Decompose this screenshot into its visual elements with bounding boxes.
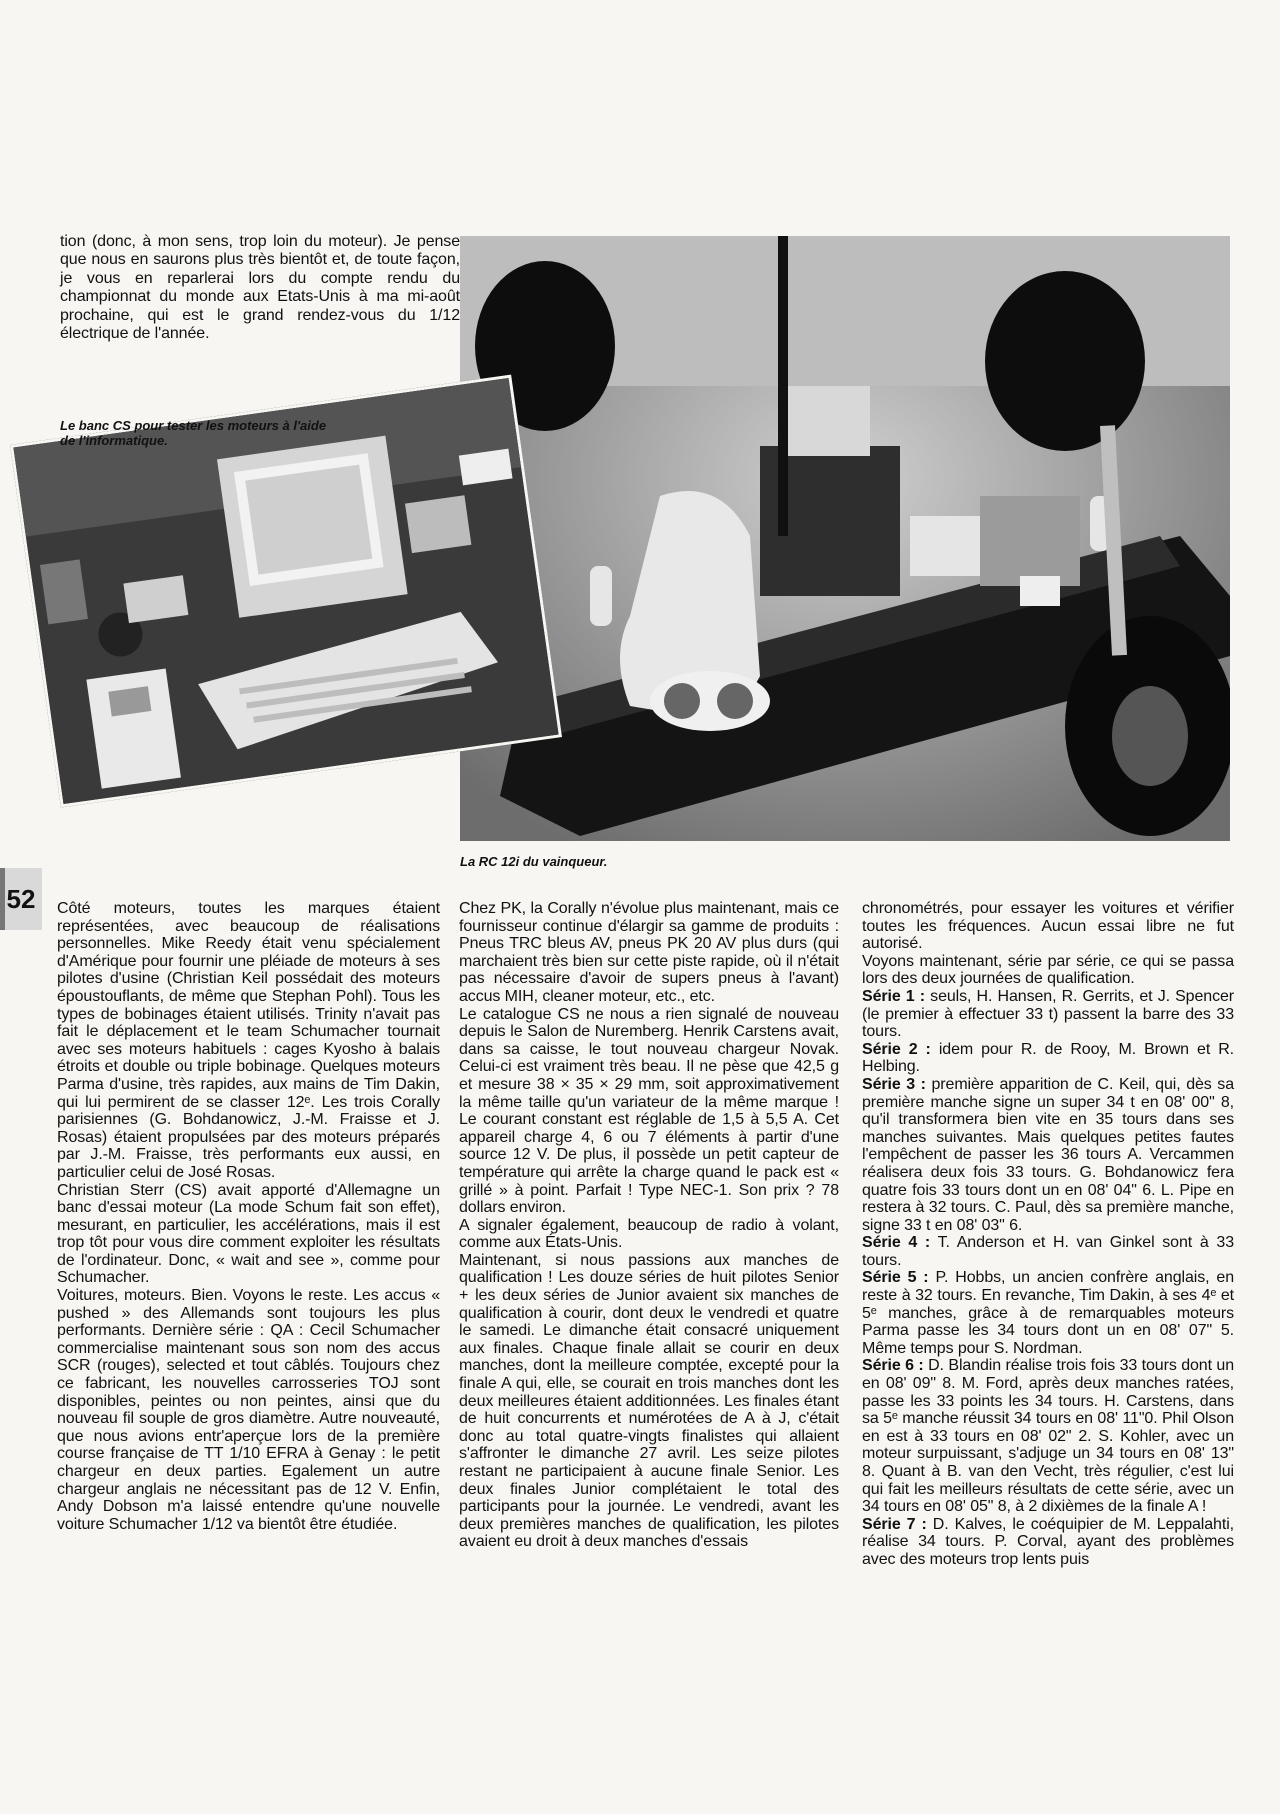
- series-label: Série 1 :: [862, 987, 926, 1005]
- intro-text: tion (donc, à mon sens, trop loin du moteur). Je pense que nous en saurons plus très bientôt et, de toute façon, je vous en reparlerai lors du compte rendu du championnat du monde aux Etats-Unis à ma mi-août prochaine, qui est le grand rendez-vous du 1/12 électrique de l'année.: [60, 233, 460, 343]
- caption-car: La RC 12i du vainqueur.: [460, 854, 608, 869]
- series-text: seuls, H. Hansen, R. Gerrits, et J. Spencer (le premier à effectuer 33 t) passent la barre des 33 tours.: [862, 987, 1234, 1041]
- series-text: idem pour R. de Rooy, M. Brown et R. Helbing.: [862, 1040, 1235, 1076]
- series-text: D. Blandin réalise trois fois 33 tours dont un en 08' 09" 8. M. Ford, après deux manches ratées, passe les 33 points les 34 tours. H. Carstens, dans sa 5ᵉ manche réussit 34 tours en 08' 11"0. Phil Olson en est à 33 tours en 08' 02" 2. S. Kohler, avec un moteur surpuissant, s'adjuge un 34 tours en 08' 13" 8. Quant à B. van den Vecht, très régulier, c'est lui qui fait les meilleurs résultats de cette série, avec un 34 tours en 08' 05" 8, à 2 dixièmes de la finale A !: [862, 1357, 1235, 1516]
- column-3-paragraph: [862, 1516, 1234, 1569]
- series-text: T. Anderson et H. van Ginkel sont à 33 tours.: [862, 1234, 1235, 1269]
- series-text: chronométrés, pour essayer les voitures et vérifier toutes les fréquences. Aucun essai libre ne fut autorisé. Voyons maintenant, série par série, ce qui se passa lors des deux journées de qualification.: [862, 900, 1234, 988]
- column-3-paragraph: [862, 1269, 1234, 1357]
- article-column-3: [862, 900, 1234, 1569]
- column-3-paragraph: [862, 1041, 1234, 1076]
- column-3-paragraph: [862, 1234, 1234, 1269]
- series-text: première apparition de C. Keil, qui, dès sa première manche signe un super 34 t en 08' 00" 8, qu'il transformera bien vite en 35 tours dans ses manches suivantes. Mais quelques petites fautes l'empêchent de passer les 36 tours A. Vercammen réalisera deux fois 33 tours. G. Bohdanowicz fera quatre fois 33 tours dont un en 08' 04" 6. L. Pipe en restera à 32 tours. C. Paul, dès sa première manche, signe 33 t en 08' 03" 6.: [862, 1075, 1234, 1234]
- series-text: P. Hobbs, un ancien confrère anglais, en reste à 32 tours. En revanche, Tim Dakin, à ses 4ᵉ et 5ᵉ manches, grâce à de remarquables moteurs Parma passe les 34 tours dont un en 08' 07" 5. Même temps pour S. Nordman.: [862, 1269, 1235, 1357]
- series-label: Série 4 :: [862, 1234, 931, 1252]
- column-3-paragraph: [862, 988, 1234, 1041]
- series-label: Série 3 :: [862, 1075, 926, 1093]
- article-column-1: Côté moteurs, toutes les marques étaient représentées, avec beaucoup de réalisations personnelles. Mike Reedy était venu spécialement d'Amérique pour fournir une pléiade de moteurs à ses pilotes d'usine (Christian Keil possédait des moteurs époustouflants, de même que Stephan Pohl). Tous les types de bobinages étaient utilisés. Trinity n'avait pas fait le déplacement et le team Schumacher tournait avec ses moteurs habituels : cages Kyosho à balais étroits et double ou triple bobinage. Quelques moteurs Parma d'usine, très rapides, aux mains de Tim Dakin, qui lui permirent de se classer 12ᵉ. Les trois Corally parisiennes (G. Bohdanowicz, J.-M. Fraisse et J. Rosas) étaient propulsées par des moteurs préparés par J.-M. Fraisse, très performants eux aussi, en particulier celui de José Rosas. Christian Sterr (CS) avait apporté d'Allemagne un banc d'essai moteur (La mode Schum fait son effet), mesurant, en particulier, les accélérations, mais il est trop tôt pour vous dire comment exploiter les résultats de l'ordinateur. Donc, « wait and see », comme pour Schumacher. Voitures, moteurs. Bien. Voyons le reste. Les accus « pushed » des Allemands sont toujours les plus performants. Dernière série : QA : Cecil Schumacher commercialise maintenant sous son nom des accus SCR (rouges), selected et tout câblés. Toujours chez ce fabricant, les nouvelles carrosseries TOJ sont disponibles, peintes ou non peintes, ainsi que du nouveau fil souple de gros diamètre. Autre nouveauté, que nous avions entr'aperçue lors de la première course française de TT 1/10 EFRA à Genay : le petit chargeur en deux parties. Egalement un autre chargeur anglais ne nécessitant pas de 12 V. Enfin, Andy Dobson m'a laissé entendre qu'une nouvelle voiture Schumacher 1/12 va bientôt être étudiée.: [57, 900, 440, 1533]
- series-label: Série 5 :: [862, 1269, 929, 1287]
- series-label: Série 6 :: [862, 1357, 924, 1375]
- series-label: Série 2 :: [862, 1040, 931, 1058]
- car-image: [460, 236, 1230, 841]
- article-column-2: Chez PK, la Corally n'évolue plus maintenant, mais ce fournisseur continue d'élargir sa gamme de produits : Pneus TRC bleus AV, pneus PK 20 AV plus durs (qui marchaient très bien sur cette piste rapide, où il n'était pas nécessaire d'avoir de supers pneus à l'avant) accus MIH, cleaner moteur, etc., etc. Le catalogue CS ne nous a rien signalé de nouveau depuis le Salon de Nuremberg. Henrik Carstens avait, dans sa caisse, le tout nouveau chargeur Novak. Celui-ci est vraiment très beau. Il ne pèse que 42,5 g et mesure 38 × 35 × 29 mm, soit approximativement la même taille qu'un variateur de la même marque ! Le courant constant est réglable de 1,5 à 5,5 A. Cet appareil charge 4, 6 ou 7 éléments à partir d'une source 12 V. De plus, il possède un petit capteur de température qui arrête la charge quand le pack est « grillé » à point. Parfait ! Type NEC-1. Son prix ? 78 dollars environ. A signaler également, beaucoup de radio à volant, comme aux États-Unis. Maintenant, si nous passions aux manches de qualification ! Les douze séries de huit pilotes Senior + les deux séries de Junior avaient six manches de qualification à courir, dont deux le vendredi et quatre le samedi. Le dimanche était consacré uniquement aux finales. Chaque finale allait se courir en deux manches, dont la meilleure comptée, excepté pour la finale A qui, elle, se courait en trois manches dont les deux meilleures étaient additionnées. Les finales étant de huit concurrents et numérotées de A à J, c'était donc au total quatre-vingts finalistes qui allaient s'affronter le dimanche 27 avril. Les seize pilotes restant ne participaient à aucune finale Senior. Les deux finales Junior complétaient le total des participants pour la journée. Le vendredi, avant les deux premières manches de qualification, les pilotes avaient eu droit à deux manches d'essais: [459, 900, 839, 1551]
- series-text: D. Kalves, le coéquipier de M. Leppalahti, réalise 34 tours. P. Corval, ayant des problèmes avec des moteurs trop lents puis: [862, 1515, 1235, 1568]
- column-3-paragraph: [862, 1076, 1234, 1234]
- column-3-paragraph: [862, 900, 1234, 988]
- caption-test-bench: Le banc CS pour tester les moteurs à l'aide de l'informatique.: [60, 418, 327, 448]
- car-photo: [460, 236, 1230, 841]
- column-3-paragraph: [862, 1357, 1234, 1515]
- page-number: [0, 868, 42, 930]
- page-number-text: 52: [6, 883, 36, 914]
- series-label: Série 7 :: [862, 1515, 927, 1533]
